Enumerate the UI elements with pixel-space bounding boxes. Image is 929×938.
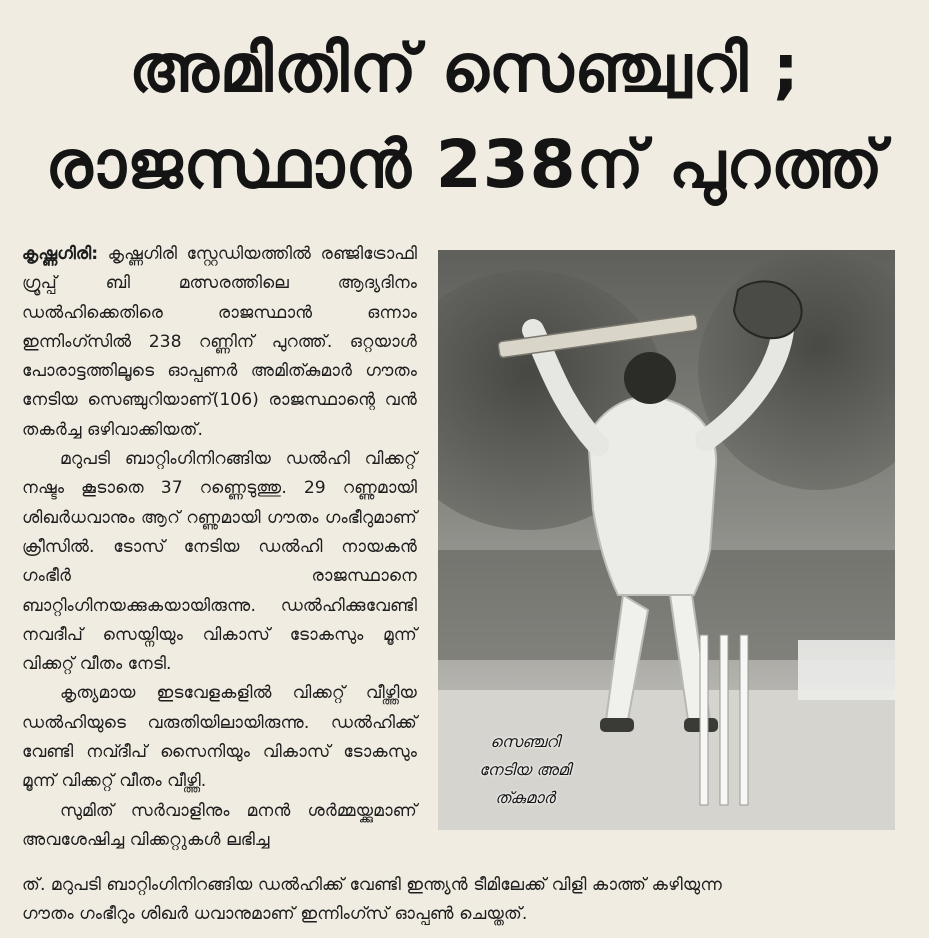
article-paragraph-4: സുമിത് സർവാളിനും മനൻ ശർമ്മയ്ക്കുമാണ് അവശേഷിച്ച വിക്കറ്റുകൾ ലഭിച്ച: [22, 800, 417, 850]
headline-line-2: രാജസ്ഥാൻ 238ന് പുറത്ത്: [45, 126, 884, 203]
continuation-line-2: ഗൗതം ഗംഭീറും ശിഖർ ധവാനുമാണ് ഇന്നിംഗ്സ് ഓപ്പൺ ചെയ്തത്.: [22, 904, 528, 925]
article-continuation: [22, 871, 912, 930]
article-column: [22, 240, 417, 855]
article-paragraph-1: [22, 240, 417, 445]
photo-caption: [470, 728, 580, 812]
headline-line-1: അമിതിന് സെഞ്ച്വറി ;: [128, 30, 800, 107]
caption-line-2: നേടിയ അമി: [479, 760, 571, 779]
paragraph-1-text: കൃഷ്ണഗിരി സ്റ്റേഡിയത്തിൽ രഞ്ജിട്രോഫി ഗ്രൂപ്പ് ബി മത്സരത്തിലെ ആദ്യദിനം ഡൽഹിക്കെതിരെ രാജസ്ഥാൻ ഒന്നാം ഇന്നിംഗ്സിൽ 238 റണ്ണിന് പുറത്ത്. ഒറ്റയാൾ പോരാട്ടത്തിലൂടെ ഓപ്പണർ അമിത്കുമാർ ഗൗതം നേടിയ സെഞ്ചുറിയാണ്(106) രാജസ്ഥാന്റെ വൻ തകർച്ച ഒഴിവാക്കിയത്.: [22, 244, 417, 440]
stumps: [700, 635, 748, 805]
dateline: കൃഷ്ണഗിരി:: [22, 244, 99, 264]
pavilion-rail: [798, 640, 895, 700]
article-paragraph-3: കൃത്യമായ ഇടവേളകളിൽ വിക്കറ്റ് വീഴ്ത്തിയ ഡൽഹിയുടെ വരുതിയിലായിരുന്നു. ഡൽഹിക്ക് വേണ്ടി നവ്ദീപ് സൈനിയും വികാസ് ടോകസും മൂന്ന് വിക്കറ്റ് വീതം വീഴ്ത്തി.: [22, 683, 417, 792]
caption-line-1: സെഞ്ചറി: [490, 732, 560, 751]
continuation-line-1: ത്. മറുപടി ബാറ്റിംഗിനിറങ്ങിയ ഡൽഹിക്ക് വേണ്ടി ഇന്ത്യൻ ടീമിലേക്ക് വിളി കാത്ത് കഴിയുന്ന: [22, 875, 723, 895]
caption-line-3: ത്കുമാർ: [495, 788, 555, 807]
article-paragraph-2: മറുപടി ബാറ്റിംഗിനിറങ്ങിയ ഡൽഹി വിക്കറ്റ് നഷ്ടം കൂടാതെ 37 റണ്ണെടുത്തു. 29 റണ്ണുമായി ശിഖർധവാനും ആറ് റണ്ണുമായി ഗൗതം ഗംഭീറുമാണ് ക്രീസിൽ. ടോസ് നേടിയ ഡൽഹി നായകൻ ഗംഭീർ രാജസ്ഥാനെ ബാറ്റിംഗിനയക്കുകയായിരുന്നു. ഡൽഹിക്കുവേണ്ടി നവദീപ് സെയ്നിയും വികാസ് ടോകസും മൂന്ന് വിക്കറ്റ് വീതം നേടി.: [22, 449, 417, 675]
